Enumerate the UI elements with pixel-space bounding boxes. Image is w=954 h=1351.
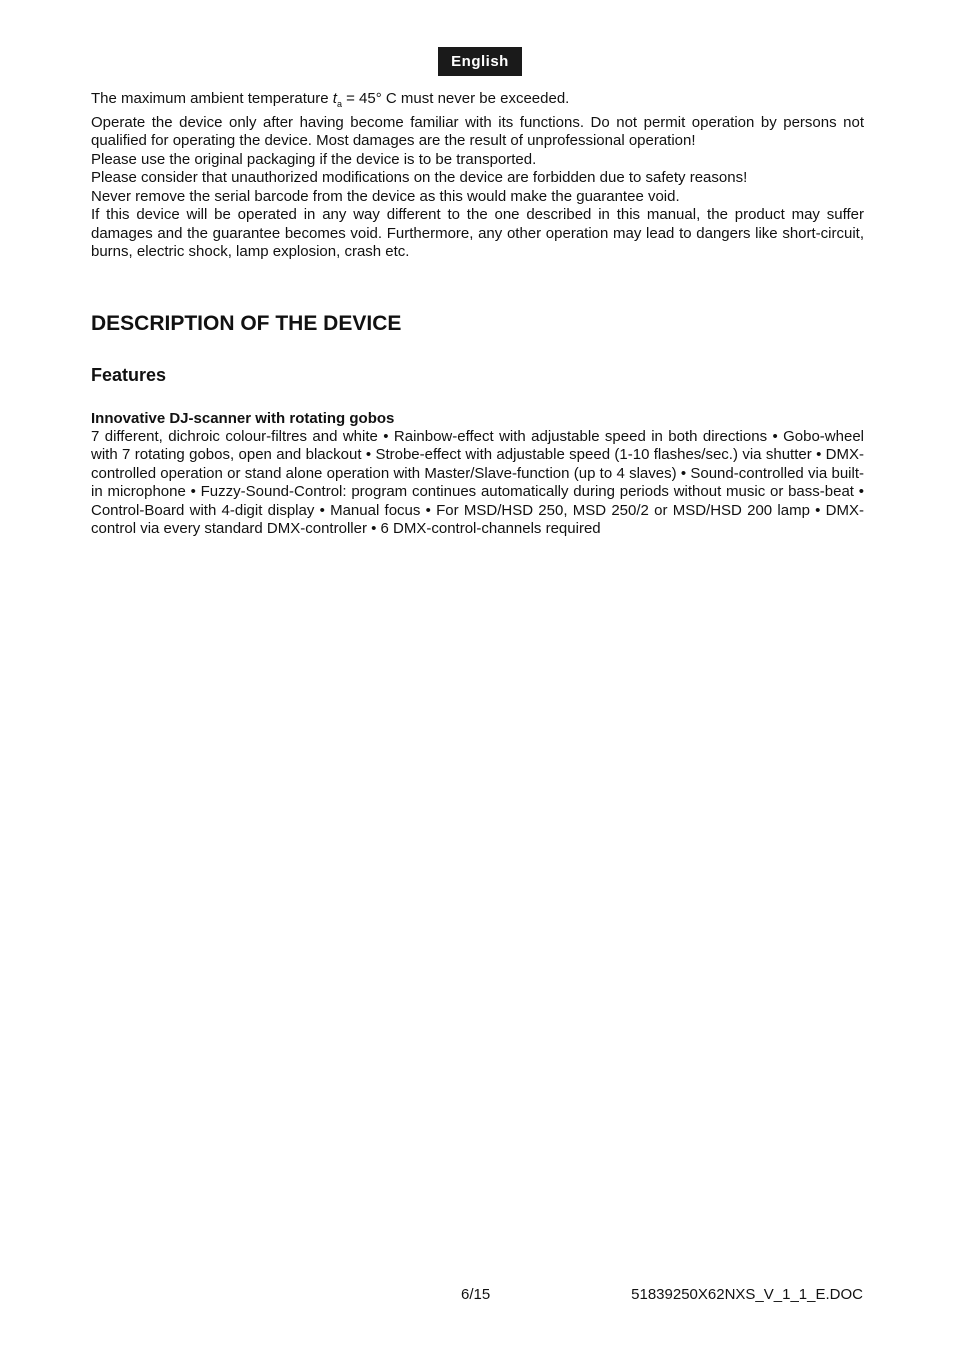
safety-paragraph-barcode: Never remove the serial barcode from the device as this would make the guarantee void. [91,187,680,205]
features-title: Features [91,364,167,385]
max-temperature-note [91,90,864,114]
feature-text: 7 different, dichroic colour-filtres and white • Rainbow-effect with adjustable speed in both directions • Gobo-wheel with 7 rotating gobos, open and blackout • Strobe-effect with adjustable speed (1-10 flashes/sec.) via shutter • DMX-controlled operation or stand alone operation with Master/Slave-function (up to 4 slaves) • Sound-controlled via built-in microphone • Fuzzy-Sound-Control: program continues automatically during periods without music or bass-beat • Control-Board with 4-digit display • Manual focus • For MSD/HSD 250, MSD 250/2 or MSD/HSD 200 lamp • DMX-control via every standard DMX-controller • 6 DMX-control-channels required [91,427,864,537]
temp-suffix: = 45° C must never be exceeded. [341,90,570,107]
safety-paragraph-modifications: Please consider that unauthorized modifications on the device are forbidden due to safety reasons! [91,169,748,186]
safety-paragraph-operation: Operate the device only after having become familiar with its functions. Do not permit operation by persons not qualified for operating the device. Most damages are the result of unprofessional operation! [91,113,864,149]
section-title: DESCRIPTION OF THE DEVICE [91,311,402,335]
temp-subscript: a [336,99,342,109]
document-id: 51839250X62NXS_V_1_1_E.DOC [631,1286,863,1303]
safety-paragraph-misuse: If this device will be operated in any way different to the one described in this manual, the product may suffer damages and the guarantee becomes void. Furthermore, any other operation may lead to dangers like short-circuit, burns, electric shock, lamp explosion, crash etc. [91,206,864,260]
page-content [91,90,864,539]
language-badge: English [438,47,522,76]
feature-heading: Innovative DJ-scanner with rotating gobos [91,409,395,427]
temp-prefix: The maximum ambient temperature [91,90,333,107]
temp-variable: t [332,90,337,107]
safety-paragraph-packaging: Please use the original packaging if the device is to be transported. [91,150,537,168]
page-number: 6/15 [461,1286,491,1303]
